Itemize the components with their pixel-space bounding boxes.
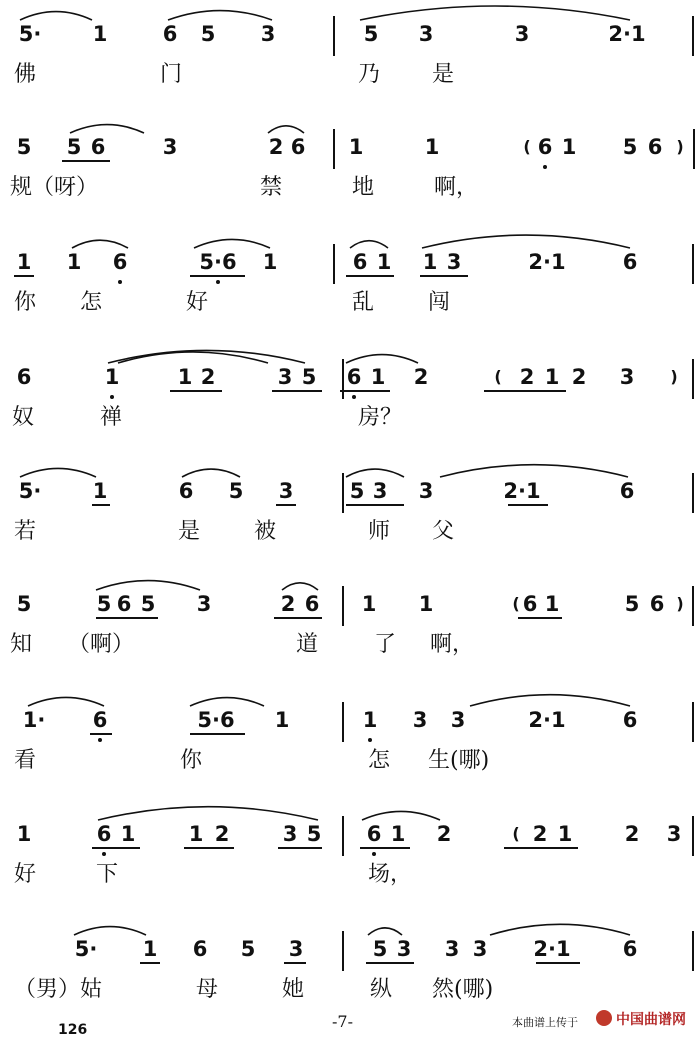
lyric-text: 是 <box>178 519 201 544</box>
lyric-text: 父 <box>432 519 455 544</box>
lyric-text: 怎 <box>368 748 391 773</box>
score-note: 2 <box>214 822 230 846</box>
lyric-text: 房？ <box>358 405 403 430</box>
slur-arc <box>28 697 104 706</box>
lyric-text: 地 <box>352 175 375 200</box>
score-note: 2·1 <box>528 708 566 732</box>
lyric-text: 她 <box>282 977 305 1002</box>
lyric-text: （啊） <box>68 632 135 657</box>
score-note: 6 <box>162 22 178 46</box>
lyric-text: 师 <box>368 519 391 544</box>
score-note: 3 <box>418 22 434 46</box>
score-note: 1 <box>104 365 120 389</box>
lyric-text: 场， <box>368 862 413 887</box>
score-note: 5 <box>349 479 365 503</box>
lyric-text: 然(哪) <box>432 977 494 1002</box>
score-note: 6 <box>352 250 368 274</box>
score-note: 6 <box>90 135 106 159</box>
score-note: 6 <box>622 250 638 274</box>
slur-arc <box>470 695 630 706</box>
score-note: 5 <box>228 479 244 503</box>
slur-arc <box>368 928 402 935</box>
lyric-text: 门 <box>160 62 183 87</box>
score-system <box>0 457 700 547</box>
slur-arc <box>360 6 630 20</box>
score-note: ) <box>676 594 684 613</box>
score-note: 1 <box>142 937 158 961</box>
lyric-text: 奴 <box>12 405 35 430</box>
score-note: 1 <box>418 592 434 616</box>
score-note: 1 <box>390 822 406 846</box>
score-note: 5· <box>74 937 98 961</box>
score-note: 6 <box>649 592 665 616</box>
slur-arc <box>118 352 268 363</box>
lyric-text: 规（呀） <box>10 175 99 200</box>
score-note: 1 <box>561 135 577 159</box>
slur-arc <box>422 235 630 248</box>
score-system <box>0 343 700 433</box>
score-note: 2 <box>532 822 548 846</box>
score-note: ( <box>494 367 502 386</box>
lyric-text: 被 <box>254 519 277 544</box>
score-note: 6 <box>366 822 382 846</box>
score-note: 2·1 <box>533 937 571 961</box>
lyric-text: 母 <box>196 977 219 1002</box>
score-note: 6 <box>116 592 132 616</box>
site-logo <box>596 1008 696 1030</box>
slur-layer <box>0 457 700 547</box>
score-note: 1 <box>544 592 560 616</box>
slur-arc <box>190 698 264 706</box>
score-note: 6 <box>96 822 112 846</box>
score-system <box>0 915 700 1005</box>
lyric-text: 下 <box>96 862 119 887</box>
score-note: 5·6 <box>199 250 237 274</box>
score-note: 6 <box>178 479 194 503</box>
slur-arc <box>194 239 270 248</box>
slur-layer <box>0 915 700 1005</box>
score-note: 1 <box>16 822 32 846</box>
score-note: 2 <box>413 365 429 389</box>
score-note: 6 <box>537 135 553 159</box>
score-note: 1 <box>177 365 193 389</box>
lyric-text: 乃 <box>358 62 381 87</box>
score-note: 3 <box>418 479 434 503</box>
score-note: 6 <box>619 479 635 503</box>
score-note: 6 <box>290 135 306 159</box>
score-system <box>0 570 700 660</box>
slur-arc <box>350 241 388 248</box>
score-note: 5 <box>200 22 216 46</box>
score-note: 3 <box>444 937 460 961</box>
score-note: 5 <box>240 937 256 961</box>
score-note: 5 <box>624 592 640 616</box>
lyric-text: 啊， <box>430 632 475 657</box>
score-note: 5 <box>301 365 317 389</box>
score-note: 3 <box>196 592 212 616</box>
score-note: 3 <box>282 822 298 846</box>
score-note: 2 <box>268 135 284 159</box>
slur-layer <box>0 0 700 90</box>
score-note: 6 <box>522 592 538 616</box>
slur-layer <box>0 113 700 203</box>
score-note: 1 <box>16 250 32 274</box>
score-note: 6 <box>112 250 128 274</box>
lyric-text: 你 <box>14 290 37 315</box>
lyric-text: 禁 <box>260 175 283 200</box>
lyric-text: 生(哪) <box>428 748 490 773</box>
lyric-text: 闯 <box>428 290 451 315</box>
score-system <box>0 0 700 90</box>
lyric-text: 看 <box>14 748 37 773</box>
score-note: 3 <box>472 937 488 961</box>
score-note: ) <box>670 367 678 386</box>
score-note: 1 <box>188 822 204 846</box>
score-note: 1 <box>262 250 278 274</box>
score-note: 5·6 <box>197 708 235 732</box>
score-system <box>0 113 700 203</box>
score-note: 1 <box>557 822 573 846</box>
score-note: ) <box>676 137 684 156</box>
slur-arc <box>490 924 630 935</box>
slur-arc <box>20 468 96 477</box>
score-note: 1 <box>362 708 378 732</box>
slur-arc <box>268 126 304 133</box>
score-note: 6 <box>192 937 208 961</box>
lyric-text: 了 <box>374 632 397 657</box>
score-note: 3 <box>446 250 462 274</box>
score-note: 5 <box>363 22 379 46</box>
lyric-text: 是 <box>432 62 455 87</box>
lyric-text: 纵 <box>370 977 393 1002</box>
slur-arc <box>74 927 146 935</box>
slur-arc <box>346 469 404 477</box>
slur-arc <box>96 581 200 590</box>
slur-arc <box>440 465 628 477</box>
score-note: 1 <box>376 250 392 274</box>
score-note: 1 <box>120 822 136 846</box>
score-note: 2·1 <box>608 22 646 46</box>
score-note: 2 <box>436 822 452 846</box>
score-note: 1 <box>370 365 386 389</box>
score-note: 5· <box>18 22 42 46</box>
lyric-text: （男）姑 <box>14 977 103 1002</box>
slur-arc <box>70 125 144 133</box>
score-note: 6 <box>622 937 638 961</box>
score-note: 6 <box>647 135 663 159</box>
lyric-text: 道 <box>296 632 319 657</box>
score-note: 3 <box>450 708 466 732</box>
score-note: 1 <box>92 22 108 46</box>
score-note: 3 <box>162 135 178 159</box>
site-logo-text: 中国曲谱网 <box>616 1012 686 1028</box>
slur-arc <box>346 355 418 363</box>
slur-arc <box>362 811 440 820</box>
score-note: 1 <box>348 135 364 159</box>
score-note: 2 <box>624 822 640 846</box>
score-note: 2·1 <box>503 479 541 503</box>
score-note: 2·1 <box>528 250 566 274</box>
score-system <box>0 686 700 776</box>
score-note: 5 <box>372 937 388 961</box>
lyric-text: 你 <box>180 748 203 773</box>
lyric-text: 若 <box>14 519 37 544</box>
source-note: 本曲谱上传于 <box>512 1017 578 1029</box>
page-number: -7- <box>332 1012 353 1031</box>
score-note: 5 <box>140 592 156 616</box>
score-note: 3 <box>278 479 294 503</box>
score-note: 3 <box>288 937 304 961</box>
score-note: 1 <box>422 250 438 274</box>
slur-layer <box>0 228 700 318</box>
score-note: 6 <box>346 365 362 389</box>
score-note: 3 <box>372 479 388 503</box>
score-note: 6 <box>16 365 32 389</box>
score-note: ( <box>512 824 520 843</box>
score-note: 5 <box>96 592 112 616</box>
score-note: ( <box>512 594 520 613</box>
score-note: 2 <box>519 365 535 389</box>
lyric-text: 好 <box>14 862 37 887</box>
score-note: 1 <box>274 708 290 732</box>
lyric-text: 怎 <box>80 290 103 315</box>
score-note: 2 <box>571 365 587 389</box>
logo-icon <box>596 1010 612 1026</box>
score-note: 3 <box>666 822 682 846</box>
slur-arc <box>72 240 128 248</box>
score-note: 5 <box>16 135 32 159</box>
score-note: 1 <box>424 135 440 159</box>
score-note: 2 <box>280 592 296 616</box>
score-note: 3 <box>619 365 635 389</box>
score-note: 1 <box>544 365 560 389</box>
score-note: 3 <box>396 937 412 961</box>
page-edge-fragment: 126 <box>58 1022 88 1038</box>
score-note: 5 <box>622 135 638 159</box>
score-note: 1· <box>22 708 46 732</box>
slur-arc <box>182 469 240 477</box>
score-note: 3 <box>412 708 428 732</box>
slur-arc <box>282 583 318 590</box>
score-note: 1 <box>361 592 377 616</box>
slur-layer <box>0 686 700 776</box>
slur-arc <box>168 11 272 20</box>
score-note: ( <box>523 137 531 156</box>
score-note: 5 <box>66 135 82 159</box>
score-note: 6 <box>92 708 108 732</box>
score-note: 6 <box>622 708 638 732</box>
slur-arc <box>20 12 92 20</box>
lyric-text: 乱 <box>352 290 375 315</box>
lyric-text: 啊， <box>434 175 479 200</box>
lyric-text: 知 <box>10 632 33 657</box>
score-note: 3 <box>277 365 293 389</box>
lyric-text: 佛 <box>14 62 37 87</box>
slur-arc <box>98 807 318 820</box>
score-note: 2 <box>200 365 216 389</box>
score-note: 6 <box>304 592 320 616</box>
score-note: 5 <box>16 592 32 616</box>
lyric-text: 好 <box>186 290 209 315</box>
score-note: 3 <box>260 22 276 46</box>
score-note: 1 <box>92 479 108 503</box>
score-note: 5 <box>306 822 322 846</box>
score-note: 1 <box>66 250 82 274</box>
lyric-text: 禅 <box>100 405 123 430</box>
score-note: 3 <box>514 22 530 46</box>
score-system <box>0 800 700 890</box>
score-note: 5· <box>18 479 42 503</box>
score-system <box>0 228 700 318</box>
